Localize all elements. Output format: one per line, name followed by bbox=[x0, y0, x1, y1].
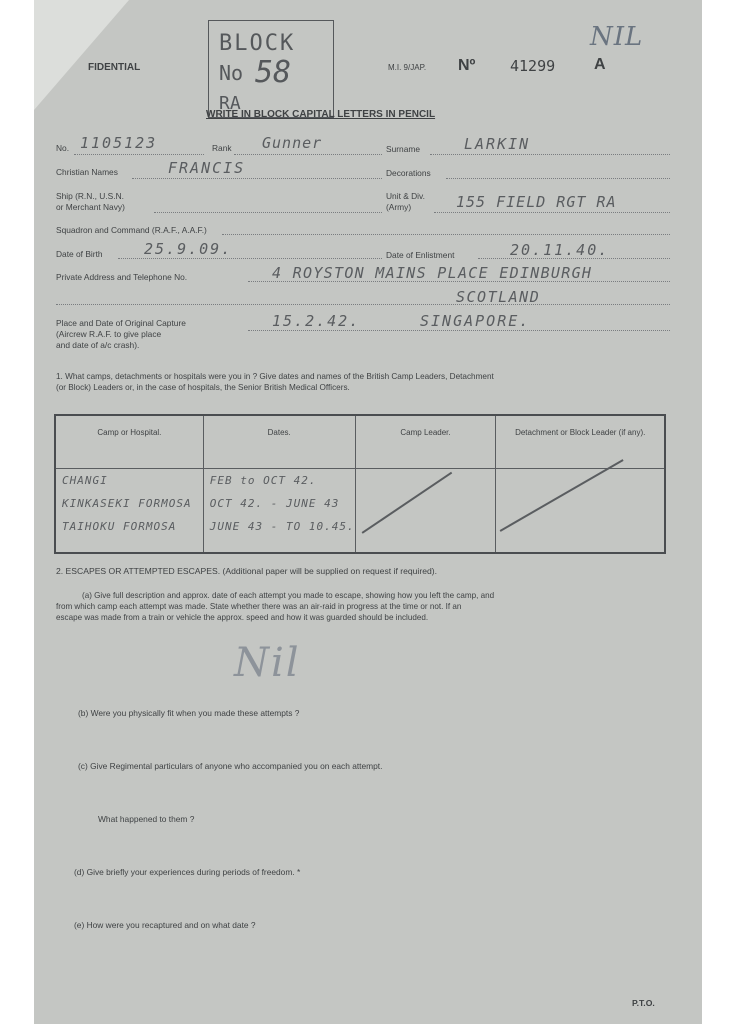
q2a-line3: escape was made from a train or vehicle the approx. speed and how it was guarded should be included. bbox=[56, 613, 429, 622]
q2d: (d) Give briefly your experiences during periods of freedom. * bbox=[74, 867, 301, 877]
surname-label: Surname bbox=[386, 144, 420, 154]
block-stamp bbox=[208, 20, 334, 118]
camp-row-3: TAIHOKU FORMOSA bbox=[62, 520, 177, 533]
q1-line1: 1. What camps, detachments or hospitals were you in ? Give dates and names of the British Camp Leaders, Detachment bbox=[56, 372, 494, 381]
col-camp-leader: Camp Leader. bbox=[355, 415, 496, 469]
dob-label: Date of Birth bbox=[56, 249, 103, 259]
camp-cell bbox=[55, 469, 203, 554]
dates-cell bbox=[203, 469, 355, 554]
col-camp: Camp or Hospital. bbox=[55, 415, 203, 469]
camp-table bbox=[54, 414, 666, 554]
q2a-line2: from which camp each attempt was made. State whether there was an air-raid in progress at the time or not. If an bbox=[56, 602, 462, 611]
ship-label-2: or Merchant Navy) bbox=[56, 202, 125, 212]
camp-row-2: KINKASEKI FORMOSA bbox=[62, 497, 192, 510]
unit-label-1: Unit & Div. bbox=[386, 191, 425, 201]
enlistment-value: 20.11.40. bbox=[510, 241, 610, 259]
rank-value: Gunner bbox=[262, 134, 323, 152]
number-label: Nº bbox=[458, 57, 476, 74]
address-value-2: SCOTLAND bbox=[456, 288, 541, 306]
dob-value: 25.9.09. bbox=[144, 240, 233, 258]
christian-names-label: Christian Names bbox=[56, 167, 118, 177]
capture-date: 15.2.42. bbox=[272, 312, 361, 330]
dates-row-1: FEB to OCT 42. bbox=[209, 474, 317, 487]
form-number: 41299 bbox=[510, 57, 556, 75]
ship-label-1: Ship (R.N., U.S.N. bbox=[56, 191, 124, 201]
surname-value: LARKIN bbox=[464, 135, 531, 153]
col-detachment-leader: Detachment or Block Leader (if any). bbox=[496, 415, 665, 469]
nil-annotation-top: NIL bbox=[590, 22, 644, 52]
mi9-ref: M.I. 9/JAP. bbox=[388, 63, 427, 72]
section2-heading: 2. ESCAPES OR ATTEMPTED ESCAPES. (Additional paper will be supplied on request if required). bbox=[56, 566, 437, 576]
squadron-label: Squadron and Command (R.A.F., A.A.F.) bbox=[56, 225, 207, 235]
q2b: (b) Were you physically fit when you made these attempts ? bbox=[78, 708, 300, 718]
enlistment-label: Date of Enlistment bbox=[386, 250, 455, 260]
escape-answer-nil: Nil bbox=[234, 640, 301, 686]
stamp-no: No bbox=[219, 61, 244, 85]
christian-names-value: FRANCIS bbox=[168, 159, 246, 177]
capture-label-3: and date of a/c crash). bbox=[56, 340, 140, 350]
stamp-number: 58 bbox=[255, 55, 292, 90]
decorations-label: Decorations bbox=[386, 168, 431, 178]
rank-label: Rank bbox=[212, 143, 232, 153]
q2c-followup: What happened to them ? bbox=[98, 814, 195, 824]
q2e: (e) How were you recaptured and on what date ? bbox=[74, 920, 256, 930]
pto-label: P.T.O. bbox=[632, 998, 655, 1008]
col-dates: Dates. bbox=[203, 415, 355, 469]
address-label: Private Address and Telephone No. bbox=[56, 272, 188, 282]
q2c: (c) Give Regimental particulars of anyone who accompanied you on each attempt. bbox=[78, 761, 383, 771]
folded-corner bbox=[34, 0, 129, 110]
instruction-heading: WRITE IN BLOCK CAPITAL LETTERS IN PENCIL bbox=[206, 109, 436, 120]
no-value: 1105123 bbox=[80, 134, 158, 152]
detachment-leader-cell bbox=[496, 469, 665, 554]
camp-table-header bbox=[55, 415, 665, 469]
confidential-label: FIDENTIAL bbox=[88, 62, 141, 73]
form-letter: A bbox=[594, 56, 606, 73]
capture-label-2: (Aircrew R.A.F. to give place bbox=[56, 329, 162, 339]
camp-table-body bbox=[55, 469, 665, 554]
q1-line2: (or Block) Leaders or, in the case of hospitals, the Senior British Medical Officers. bbox=[56, 383, 350, 392]
unit-value: 155 FIELD RGT RA bbox=[456, 193, 617, 211]
camp-row-1: CHANGI bbox=[62, 474, 108, 487]
no-label: No. bbox=[56, 143, 70, 153]
q2a-line1: (a) Give full description and approx. date of each attempt you made to escape, showing how you left the camp, and bbox=[82, 591, 495, 600]
stamp-ra: RA bbox=[219, 93, 241, 114]
dates-row-2: OCT 42. - JUNE 43 bbox=[209, 497, 340, 510]
camp-leader-cell bbox=[355, 469, 496, 554]
unit-label-2: (Army) bbox=[386, 202, 412, 212]
document-page bbox=[34, 0, 702, 1024]
capture-label-1: Place and Date of Original Capture bbox=[56, 318, 186, 328]
capture-place: SINGAPORE. bbox=[420, 312, 531, 330]
stamp-block: BLOCK bbox=[219, 31, 296, 56]
dates-row-3: JUNE 43 - TO 10.45. bbox=[209, 520, 355, 533]
address-value-1: 4 ROYSTON MAINS PLACE EDINBURGH bbox=[272, 264, 593, 282]
